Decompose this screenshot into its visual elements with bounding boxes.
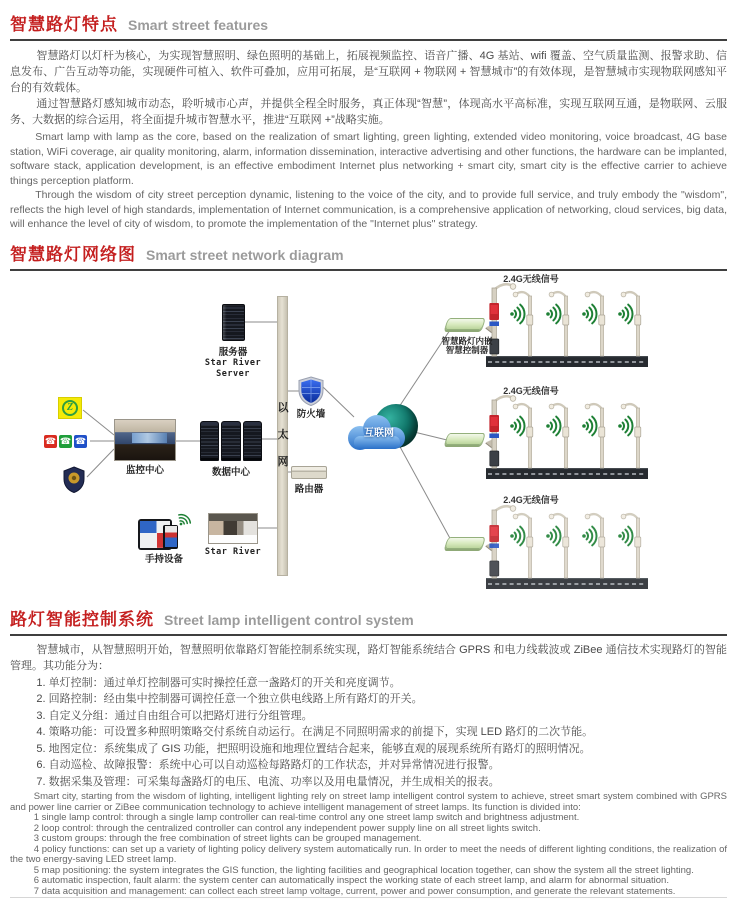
- emergency-phone-icon-green: ☎: [59, 435, 72, 446]
- list-item: 5 map positioning: the system integrates the GIS function, the lighting facilities and geographical location together, can show the system all the street lighting.: [33, 864, 694, 876]
- list-item: 4 policy functions: can set up a variety of lighting policy delivery system automatically run. In order to meet the needs of different lighting conditions, the realization of the two energy-saving LED street lamp.: [10, 843, 727, 865]
- section1-chinese-paragraphs: [10, 48, 727, 128]
- ethernet-char: 以: [277, 401, 289, 414]
- wireless-signal-label-2: 2.4G无线信号: [503, 385, 559, 396]
- list-item: 5. 地图定位：系统集成了 GIS 功能，把照明设施和地理位置结合起来，能够直观的展现系统所有路灯的照明情况。: [36, 742, 591, 755]
- network-diagram: [0, 271, 737, 601]
- server-label: 服务器 Star River Server: [204, 346, 262, 379]
- smart-controller-box-2: [444, 433, 486, 445]
- emergency-phone-icon-blue: ☎: [74, 435, 87, 446]
- section1-header: [10, 6, 727, 41]
- ethernet-char: 网: [277, 455, 289, 468]
- org-logo-icon: Z: [58, 397, 82, 419]
- handheld-label: 手持设备: [144, 553, 183, 565]
- internet-label: 互联网: [364, 427, 394, 439]
- smart-controller-box-1: [444, 318, 486, 330]
- ethernet-char: 太: [277, 428, 289, 441]
- section1-english-paragraphs: [10, 130, 727, 232]
- list-item: 3. 自定义分组：通过自由组合可以把路灯进行分组管理。: [36, 709, 313, 722]
- section3-chinese-text: [10, 642, 727, 791]
- emergency-phone-icon-red: ☎: [44, 435, 57, 446]
- list-item: 6. 自动巡检、故障报警：系统中心可以自动巡检每路路灯的工作状态，并对异常情况进行报警。: [36, 759, 500, 771]
- paragraph: Smart lamp with lamp as the core, based on the realization of smart lighting, green lighting, extended video monitoring, voice broadcast, 4G base station, WiFi coverage, air quality monitoring, alarm, information dissemination, interactive advertising and other functions, the hardware can be implanted, software stack, application development, is an effective embodiment Internet plus networking + smart city, smart city is the effective carrier to achieve things perception platform.: [10, 131, 727, 187]
- wifi-signal-icon: [176, 510, 196, 530]
- data-center-label: 数据中心: [211, 466, 250, 478]
- section2-header: [10, 236, 727, 271]
- list-item: 1 single lamp control: through a single lamp controller can real-time control any one street lamp switch and brightness adjustment.: [33, 812, 580, 823]
- smartphone-icon: [163, 525, 178, 549]
- list-item: 1. 单灯控制：通过单灯控制器可实时操控任意一盏路灯的开关和亮度调节。: [36, 676, 401, 689]
- section3-title-zh: 路灯智能控制系统: [10, 609, 154, 629]
- data-center-racks: [200, 421, 262, 461]
- list-item: 2. 回路控制：经由集中控制器可调控任意一个独立供电线路上所有路灯的开关。: [36, 693, 423, 705]
- firewall-shield-icon: [298, 376, 324, 406]
- section3-title-en: Street lamp intelligent control system: [164, 611, 414, 628]
- list-item: 7 data acquisition and management: can collect each street lamp voltage, current, power and power consumption, and generate the relevant statements.: [33, 885, 676, 897]
- star-river-device-photo: [208, 513, 258, 544]
- paragraph: 通过智慧路灯感知城市动态，聆听城市心声，并提供全程全时服务，真正体现“智慧”，体现高水平高标准，实现互联网互通，是物联网、云服务、大数据的综合运用，将全面提升城市智慧水平，推进“互联网 +”战略实施。: [10, 98, 727, 126]
- smart-controller-box-3: [444, 537, 486, 549]
- street-lamps-row-3: [486, 503, 648, 591]
- section1-title-en: Smart street features: [128, 17, 269, 33]
- server-tower: [222, 304, 245, 341]
- handheld-devices: [138, 514, 190, 552]
- paragraph: 智慧路灯以灯杆为核心，为实现智慧照明、绿色照明的基础上，拓展视频监控、语音广播、4G 基站、wifi 覆盖、空气质量监测、报警求助、信息发布、广告互动等功能，实现硬件可植入、软件可叠加，应用可拓展，是“互联网 + 物联网 + 智慧城市”的有效体现，是智慧城市实现物联网感知平台的有效载体。: [10, 50, 727, 94]
- monitoring-center-label: 监控中心: [125, 464, 164, 476]
- section3-english-text: [10, 792, 727, 897]
- intro-paragraph: Smart city, starting from the wisdom of lighting, intelligent lighting rely on street lamp intelligent control system to achieve, street smart system combined with GPRS and power line carrier or ZiBee communication technology to achieve intelligent management of street lamps. Its function is divided into:: [10, 791, 727, 813]
- list-item: 7. 数据采集及管理：可采集每盏路灯的电压、电流、功率以及用电量情况，并生成相关的报表。: [36, 775, 500, 788]
- street-lamps-row-2: [486, 393, 648, 481]
- list-item: 4. 策略功能：可设置多种照明策略交付系统自动运行。在满足不同照明需求的前提下，实现 LED 路灯的二次节能。: [36, 726, 594, 738]
- wireless-signal-label-1: 2.4G无线信号: [503, 273, 559, 284]
- police-badge-icon: [62, 466, 86, 494]
- monitoring-center-photo: [114, 419, 176, 461]
- router-label: 路由器: [294, 483, 324, 495]
- street-lamps-row-1: [486, 281, 648, 369]
- wireless-signal-label-3: 2.4G无线信号: [503, 494, 559, 505]
- intro-paragraph: 智慧城市，从智慧照明开始，智慧照明依靠路灯智能控制系统实现，路灯智能系统结合 GPRS 和电力线载波或 ZiBee 通信技术实现路灯的智能管理。其功能分为：: [10, 643, 727, 672]
- bottom-rule: [10, 897, 727, 898]
- paragraph: Through the wisdom of city street perception dynamic, listening to the voice of the city, and to provide full service, and truly embody the "wisdom", reflects the high level of high standards, implementation of Internet communication, is a comprehensive application of networking, cloud services, big data, will enhance the level of city of wisdom, to promote the implementation of the "Internet plus" strategy.: [10, 189, 727, 230]
- section1-title-zh: 智慧路灯特点: [10, 15, 118, 34]
- section2-title-en: Smart street network diagram: [146, 246, 344, 263]
- firewall-label: 防火墙: [296, 408, 326, 420]
- list-item: 3 custom groups: through the free combination of street lights can be grouped management.: [33, 833, 422, 844]
- section3-header: [10, 601, 727, 636]
- controller-label: 智慧路灯内嵌 智慧控制器: [441, 335, 493, 355]
- list-item: 2 loop control: through the centralized controller can control any independent power supply line on all street lights switch.: [33, 822, 541, 834]
- star-river-label: Star River: [204, 546, 262, 557]
- section2-title-zh: 智慧路灯网络图: [10, 244, 136, 264]
- list-item: 6 automatic inspection, fault alarm: the system center can automatically inspect the working state of each street lamp, and alarm for abnormal situation.: [33, 875, 669, 886]
